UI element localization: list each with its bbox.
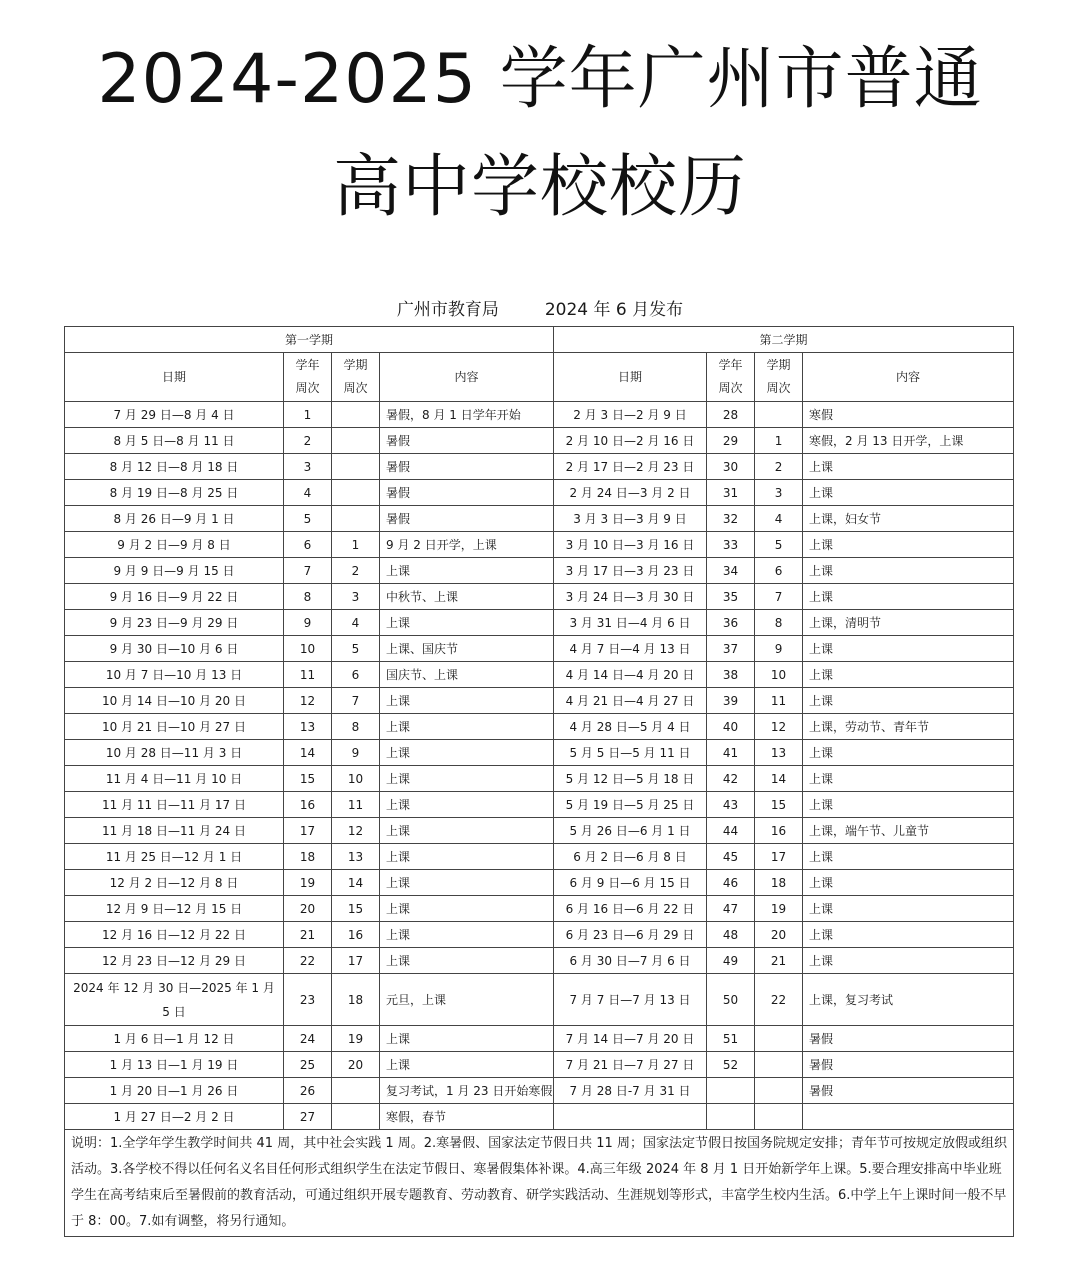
first-year-week-cell: 4 <box>284 480 332 506</box>
first-content-cell: 上课 <box>380 766 554 792</box>
second-term-week-cell: 18 <box>755 870 803 896</box>
second-year-week-cell: 44 <box>707 818 755 844</box>
first-term-week-cell: 7 <box>332 688 380 714</box>
second-term-week-cell: 6 <box>755 558 803 584</box>
first-term-week-cell: 3 <box>332 584 380 610</box>
second-content-cell: 上课 <box>803 636 1014 662</box>
second-content-cell: 暑假 <box>803 1052 1014 1078</box>
first-year-week-cell: 15 <box>284 766 332 792</box>
first-term-week-cell: 5 <box>332 636 380 662</box>
first-year-week-cell: 5 <box>284 506 332 532</box>
first-content-cell: 上课 <box>380 610 554 636</box>
second-term-week-cell: 14 <box>755 766 803 792</box>
first-term-week-cell <box>332 428 380 454</box>
second-term-week-cell: 7 <box>755 584 803 610</box>
second-year-week-cell: 37 <box>707 636 755 662</box>
second-content-cell: 上课 <box>803 844 1014 870</box>
second-year-week-cell: 41 <box>707 740 755 766</box>
second-year-week-cell: 46 <box>707 870 755 896</box>
first-content-cell: 上课 <box>380 844 554 870</box>
first-date-cell: 8 月 26 日—9 月 1 日 <box>65 506 284 532</box>
first-term-week-cell: 15 <box>332 896 380 922</box>
second-year-week-cell: 40 <box>707 714 755 740</box>
second-year-week-cell: 38 <box>707 662 755 688</box>
first-term-week-cell: 20 <box>332 1052 380 1078</box>
first-content-cell: 9 月 2 日开学，上课 <box>380 532 554 558</box>
second-content-cell: 上课 <box>803 584 1014 610</box>
first-term-week-cell: 8 <box>332 714 380 740</box>
table-row <box>65 454 1014 480</box>
second-term-week-cell: 17 <box>755 844 803 870</box>
second-year-week-cell: 42 <box>707 766 755 792</box>
first-date-cell: 1 月 6 日—1 月 12 日 <box>65 1026 284 1052</box>
second-content-cell: 暑假 <box>803 1026 1014 1052</box>
second-term-week-cell: 8 <box>755 610 803 636</box>
second-date-cell: 5 月 19 日—5 月 25 日 <box>554 792 707 818</box>
second-content-cell: 上课 <box>803 948 1014 974</box>
first-term-week-cell: 18 <box>332 974 380 1026</box>
first-date-cell: 10 月 28 日—11 月 3 日 <box>65 740 284 766</box>
first-term-week-cell: 16 <box>332 922 380 948</box>
second-year-week-cell: 43 <box>707 792 755 818</box>
first-date-cell: 1 月 27 日—2 月 2 日 <box>65 1104 284 1130</box>
second-content-cell: 上课，劳动节、青年节 <box>803 714 1014 740</box>
first-date-cell: 9 月 16 日—9 月 22 日 <box>65 584 284 610</box>
second-date-cell: 7 月 28 日-7 月 31 日 <box>554 1078 707 1104</box>
second-term-week-cell <box>755 1078 803 1104</box>
second-year-week-cell: 35 <box>707 584 755 610</box>
col-term-week-header: 学期 周次 <box>755 353 803 402</box>
table-row <box>65 714 1014 740</box>
first-content-cell: 上课 <box>380 714 554 740</box>
first-term-week-cell: 17 <box>332 948 380 974</box>
second-term-week-cell <box>755 1052 803 1078</box>
first-term-week-cell: 4 <box>332 610 380 636</box>
first-date-cell: 1 月 13 日—1 月 19 日 <box>65 1052 284 1078</box>
page-title-line-2: 高中学校校历 <box>332 148 747 227</box>
second-date-cell: 7 月 14 日—7 月 20 日 <box>554 1026 707 1052</box>
table-row <box>65 506 1014 532</box>
col-year-week-header: 学年 周次 <box>707 353 755 402</box>
col-content-header: 内容 <box>803 353 1014 402</box>
first-content-cell: 暑假 <box>380 506 554 532</box>
second-term-week-cell: 20 <box>755 922 803 948</box>
col-date-header: 日期 <box>554 353 707 402</box>
second-date-cell: 3 月 10 日—3 月 16 日 <box>554 532 707 558</box>
second-content-cell: 上课，清明节 <box>803 610 1014 636</box>
second-date-cell <box>554 1104 707 1130</box>
first-content-cell: 上课 <box>380 1052 554 1078</box>
notes-text: 说明：1.全学年学生教学时间共 41 周，其中社会实践 1 周。2.寒暑假、国家法定节假日共 11 周；国家法定节假日按国务院规定安排；青年节可按规定放假或组织活动。3.各学校不得以任何名义名目任何形式组织学生在法定节假日、寒暑假集体补课。4.高三年级 2024 年 8 月 1 日开始新学年上课。5.要合理安排高中毕业班学生在高考结束后至暑假前的教育活动，可通过组织开展专题教育、劳动教育、研学实践活动、生涯规划等形式，丰富学生校内生活。6.中学上午上课时间一般不早于 8：00。7.如有调整，将另行通知。 <box>65 1130 1014 1237</box>
table-row <box>65 766 1014 792</box>
issuer-line <box>0 298 1080 322</box>
second-date-cell: 4 月 21 日—4 月 27 日 <box>554 688 707 714</box>
table-row <box>65 1104 1014 1130</box>
first-term-week-cell: 10 <box>332 766 380 792</box>
first-date-cell: 7 月 29 日—8 月 4 日 <box>65 402 284 428</box>
first-date-cell: 12 月 16 日—12 月 22 日 <box>65 922 284 948</box>
issuer-date: 2024 年 6 月发布 <box>544 300 684 320</box>
first-year-week-cell: 10 <box>284 636 332 662</box>
table-row <box>65 428 1014 454</box>
first-term-week-cell: 12 <box>332 818 380 844</box>
first-year-week-cell: 11 <box>284 662 332 688</box>
first-year-week-cell: 26 <box>284 1078 332 1104</box>
second-content-cell: 上课 <box>803 870 1014 896</box>
second-year-week-cell: 29 <box>707 428 755 454</box>
first-year-week-cell: 23 <box>284 974 332 1026</box>
first-date-cell: 11 月 11 日—11 月 17 日 <box>65 792 284 818</box>
first-term-week-cell <box>332 506 380 532</box>
second-year-week-cell: 36 <box>707 610 755 636</box>
second-content-cell: 寒假 <box>803 402 1014 428</box>
second-date-cell: 4 月 14 日—4 月 20 日 <box>554 662 707 688</box>
col-content-header: 内容 <box>380 353 554 402</box>
first-date-cell: 9 月 23 日—9 月 29 日 <box>65 610 284 636</box>
second-term-week-cell: 3 <box>755 480 803 506</box>
first-date-cell: 11 月 18 日—11 月 24 日 <box>65 818 284 844</box>
second-content-cell: 上课 <box>803 532 1014 558</box>
second-content-cell: 寒假，2 月 13 日开学，上课 <box>803 428 1014 454</box>
table-row <box>65 1052 1014 1078</box>
second-content-cell: 上课 <box>803 766 1014 792</box>
first-date-cell: 10 月 7 日—10 月 13 日 <box>65 662 284 688</box>
first-content-cell: 上课 <box>380 688 554 714</box>
first-year-week-cell: 6 <box>284 532 332 558</box>
first-term-week-cell: 11 <box>332 792 380 818</box>
first-term-week-cell <box>332 1104 380 1130</box>
first-year-week-cell: 27 <box>284 1104 332 1130</box>
second-year-week-cell <box>707 1104 755 1130</box>
second-year-week-cell: 50 <box>707 974 755 1026</box>
second-date-cell: 6 月 23 日—6 月 29 日 <box>554 922 707 948</box>
school-calendar-table <box>64 326 1014 1237</box>
first-year-week-cell: 20 <box>284 896 332 922</box>
second-year-week-cell: 45 <box>707 844 755 870</box>
first-content-cell: 上课 <box>380 1026 554 1052</box>
first-content-cell: 上课 <box>380 740 554 766</box>
second-semester-header: 第二学期 <box>554 327 1014 353</box>
col-term-week-header: 学期 周次 <box>332 353 380 402</box>
first-term-week-cell <box>332 402 380 428</box>
second-term-week-cell <box>755 1104 803 1130</box>
second-content-cell: 上课 <box>803 740 1014 766</box>
second-content-cell: 上课 <box>803 662 1014 688</box>
second-year-week-cell: 33 <box>707 532 755 558</box>
table-row <box>65 610 1014 636</box>
second-year-week-cell <box>707 1078 755 1104</box>
second-term-week-cell: 16 <box>755 818 803 844</box>
second-year-week-cell: 51 <box>707 1026 755 1052</box>
second-content-cell <box>803 1104 1014 1130</box>
second-date-cell: 7 月 7 日—7 月 13 日 <box>554 974 707 1026</box>
table-row <box>65 974 1014 1026</box>
second-year-week-cell: 30 <box>707 454 755 480</box>
first-date-cell: 9 月 9 日—9 月 15 日 <box>65 558 284 584</box>
second-term-week-cell: 1 <box>755 428 803 454</box>
first-year-week-cell: 7 <box>284 558 332 584</box>
first-content-cell: 上课、国庆节 <box>380 636 554 662</box>
first-year-week-cell: 17 <box>284 818 332 844</box>
second-content-cell: 上课，端午节、儿童节 <box>803 818 1014 844</box>
second-date-cell: 4 月 7 日—4 月 13 日 <box>554 636 707 662</box>
table-row <box>65 1078 1014 1104</box>
second-year-week-cell: 31 <box>707 480 755 506</box>
table-row <box>65 740 1014 766</box>
second-content-cell: 上课 <box>803 896 1014 922</box>
first-term-week-cell: 2 <box>332 558 380 584</box>
table-row <box>65 922 1014 948</box>
first-semester-header: 第一学期 <box>65 327 554 353</box>
second-content-cell: 上课 <box>803 454 1014 480</box>
second-content-cell: 上课，妇女节 <box>803 506 1014 532</box>
first-year-week-cell: 1 <box>284 402 332 428</box>
first-term-week-cell <box>332 1078 380 1104</box>
first-date-cell: 9 月 2 日—9 月 8 日 <box>65 532 284 558</box>
first-year-week-cell: 13 <box>284 714 332 740</box>
table-row <box>65 662 1014 688</box>
first-date-cell: 11 月 25 日—12 月 1 日 <box>65 844 284 870</box>
second-date-cell: 6 月 30 日—7 月 6 日 <box>554 948 707 974</box>
second-term-week-cell: 11 <box>755 688 803 714</box>
first-content-cell: 暑假 <box>380 454 554 480</box>
second-term-week-cell: 19 <box>755 896 803 922</box>
first-term-week-cell: 9 <box>332 740 380 766</box>
table-row <box>65 870 1014 896</box>
second-content-cell: 上课 <box>803 922 1014 948</box>
second-year-week-cell: 32 <box>707 506 755 532</box>
second-date-cell: 3 月 3 日—3 月 9 日 <box>554 506 707 532</box>
second-date-cell: 2 月 10 日—2 月 16 日 <box>554 428 707 454</box>
first-year-week-cell: 24 <box>284 1026 332 1052</box>
first-year-week-cell: 3 <box>284 454 332 480</box>
second-term-week-cell: 5 <box>755 532 803 558</box>
table-row <box>65 948 1014 974</box>
first-content-cell: 元旦，上课 <box>380 974 554 1026</box>
first-content-cell: 暑假 <box>380 428 554 454</box>
first-content-cell: 国庆节、上课 <box>380 662 554 688</box>
first-term-week-cell: 6 <box>332 662 380 688</box>
second-year-week-cell: 47 <box>707 896 755 922</box>
second-term-week-cell <box>755 402 803 428</box>
second-date-cell: 6 月 2 日—6 月 8 日 <box>554 844 707 870</box>
first-content-cell: 暑假，8 月 1 日学年开始 <box>380 402 554 428</box>
second-date-cell: 2 月 17 日—2 月 23 日 <box>554 454 707 480</box>
second-date-cell: 5 月 26 日—6 月 1 日 <box>554 818 707 844</box>
first-date-cell: 1 月 20 日—1 月 26 日 <box>65 1078 284 1104</box>
table-row <box>65 818 1014 844</box>
table-row <box>65 792 1014 818</box>
first-content-cell: 复习考试，1 月 23 日开始寒假 <box>380 1078 554 1104</box>
first-year-week-cell: 16 <box>284 792 332 818</box>
second-date-cell: 5 月 5 日—5 月 11 日 <box>554 740 707 766</box>
second-date-cell: 7 月 21 日—7 月 27 日 <box>554 1052 707 1078</box>
table-row <box>65 532 1014 558</box>
table-row <box>65 688 1014 714</box>
first-date-cell: 11 月 4 日—11 月 10 日 <box>65 766 284 792</box>
second-term-week-cell: 12 <box>755 714 803 740</box>
second-date-cell: 2 月 3 日—2 月 9 日 <box>554 402 707 428</box>
col-date-header: 日期 <box>65 353 284 402</box>
first-year-week-cell: 2 <box>284 428 332 454</box>
second-term-week-cell: 9 <box>755 636 803 662</box>
first-date-cell: 12 月 23 日—12 月 29 日 <box>65 948 284 974</box>
second-content-cell: 暑假 <box>803 1078 1014 1104</box>
first-year-week-cell: 19 <box>284 870 332 896</box>
table-row <box>65 558 1014 584</box>
second-term-week-cell: 21 <box>755 948 803 974</box>
first-content-cell: 暑假 <box>380 480 554 506</box>
second-date-cell: 2 月 24 日—3 月 2 日 <box>554 480 707 506</box>
second-date-cell: 4 月 28 日—5 月 4 日 <box>554 714 707 740</box>
second-term-week-cell: 2 <box>755 454 803 480</box>
table-row <box>65 896 1014 922</box>
second-year-week-cell: 34 <box>707 558 755 584</box>
second-date-cell: 5 月 12 日—5 月 18 日 <box>554 766 707 792</box>
second-date-cell: 3 月 31 日—4 月 6 日 <box>554 610 707 636</box>
table-row <box>65 1026 1014 1052</box>
table-row <box>65 844 1014 870</box>
table-row <box>65 402 1014 428</box>
first-year-week-cell: 25 <box>284 1052 332 1078</box>
first-content-cell: 上课 <box>380 792 554 818</box>
first-date-cell: 8 月 12 日—8 月 18 日 <box>65 454 284 480</box>
issuer-org: 广州市教育局 <box>396 300 499 320</box>
first-year-week-cell: 8 <box>284 584 332 610</box>
first-term-week-cell <box>332 480 380 506</box>
second-year-week-cell: 52 <box>707 1052 755 1078</box>
first-year-week-cell: 14 <box>284 740 332 766</box>
page-title-line-1: 2024-2025 学年广州市普通 <box>97 40 983 119</box>
table-row <box>65 584 1014 610</box>
first-date-cell: 2024 年 12 月 30 日—2025 年 1 月 5 日 <box>65 974 284 1026</box>
second-term-week-cell <box>755 1026 803 1052</box>
first-content-cell: 上课 <box>380 896 554 922</box>
first-year-week-cell: 18 <box>284 844 332 870</box>
first-content-cell: 上课 <box>380 870 554 896</box>
second-year-week-cell: 48 <box>707 922 755 948</box>
second-year-week-cell: 39 <box>707 688 755 714</box>
col-year-week-header: 学年 周次 <box>284 353 332 402</box>
first-date-cell: 8 月 5 日—8 月 11 日 <box>65 428 284 454</box>
second-year-week-cell: 49 <box>707 948 755 974</box>
second-term-week-cell: 10 <box>755 662 803 688</box>
first-year-week-cell: 9 <box>284 610 332 636</box>
table-row <box>65 636 1014 662</box>
first-term-week-cell: 19 <box>332 1026 380 1052</box>
second-content-cell: 上课 <box>803 558 1014 584</box>
second-term-week-cell: 13 <box>755 740 803 766</box>
first-date-cell: 10 月 21 日—10 月 27 日 <box>65 714 284 740</box>
second-year-week-cell: 28 <box>707 402 755 428</box>
first-term-week-cell: 1 <box>332 532 380 558</box>
first-content-cell: 上课 <box>380 922 554 948</box>
first-content-cell: 上课 <box>380 948 554 974</box>
first-term-week-cell: 14 <box>332 870 380 896</box>
second-term-week-cell: 22 <box>755 974 803 1026</box>
second-term-week-cell: 15 <box>755 792 803 818</box>
first-content-cell: 寒假，春节 <box>380 1104 554 1130</box>
first-year-week-cell: 21 <box>284 922 332 948</box>
second-content-cell: 上课，复习考试 <box>803 974 1014 1026</box>
second-date-cell: 6 月 9 日—6 月 15 日 <box>554 870 707 896</box>
second-date-cell: 3 月 17 日—3 月 23 日 <box>554 558 707 584</box>
first-date-cell: 9 月 30 日—10 月 6 日 <box>65 636 284 662</box>
second-date-cell: 3 月 24 日—3 月 30 日 <box>554 584 707 610</box>
first-term-week-cell: 13 <box>332 844 380 870</box>
first-content-cell: 中秋节、上课 <box>380 584 554 610</box>
first-content-cell: 上课 <box>380 818 554 844</box>
first-date-cell: 8 月 19 日—8 月 25 日 <box>65 480 284 506</box>
first-date-cell: 12 月 9 日—12 月 15 日 <box>65 896 284 922</box>
first-year-week-cell: 22 <box>284 948 332 974</box>
first-date-cell: 10 月 14 日—10 月 20 日 <box>65 688 284 714</box>
first-term-week-cell <box>332 454 380 480</box>
second-content-cell: 上课 <box>803 688 1014 714</box>
first-content-cell: 上课 <box>380 558 554 584</box>
second-content-cell: 上课 <box>803 792 1014 818</box>
table-row <box>65 480 1014 506</box>
second-term-week-cell: 4 <box>755 506 803 532</box>
first-date-cell: 12 月 2 日—12 月 8 日 <box>65 870 284 896</box>
first-year-week-cell: 12 <box>284 688 332 714</box>
second-content-cell: 上课 <box>803 480 1014 506</box>
second-date-cell: 6 月 16 日—6 月 22 日 <box>554 896 707 922</box>
